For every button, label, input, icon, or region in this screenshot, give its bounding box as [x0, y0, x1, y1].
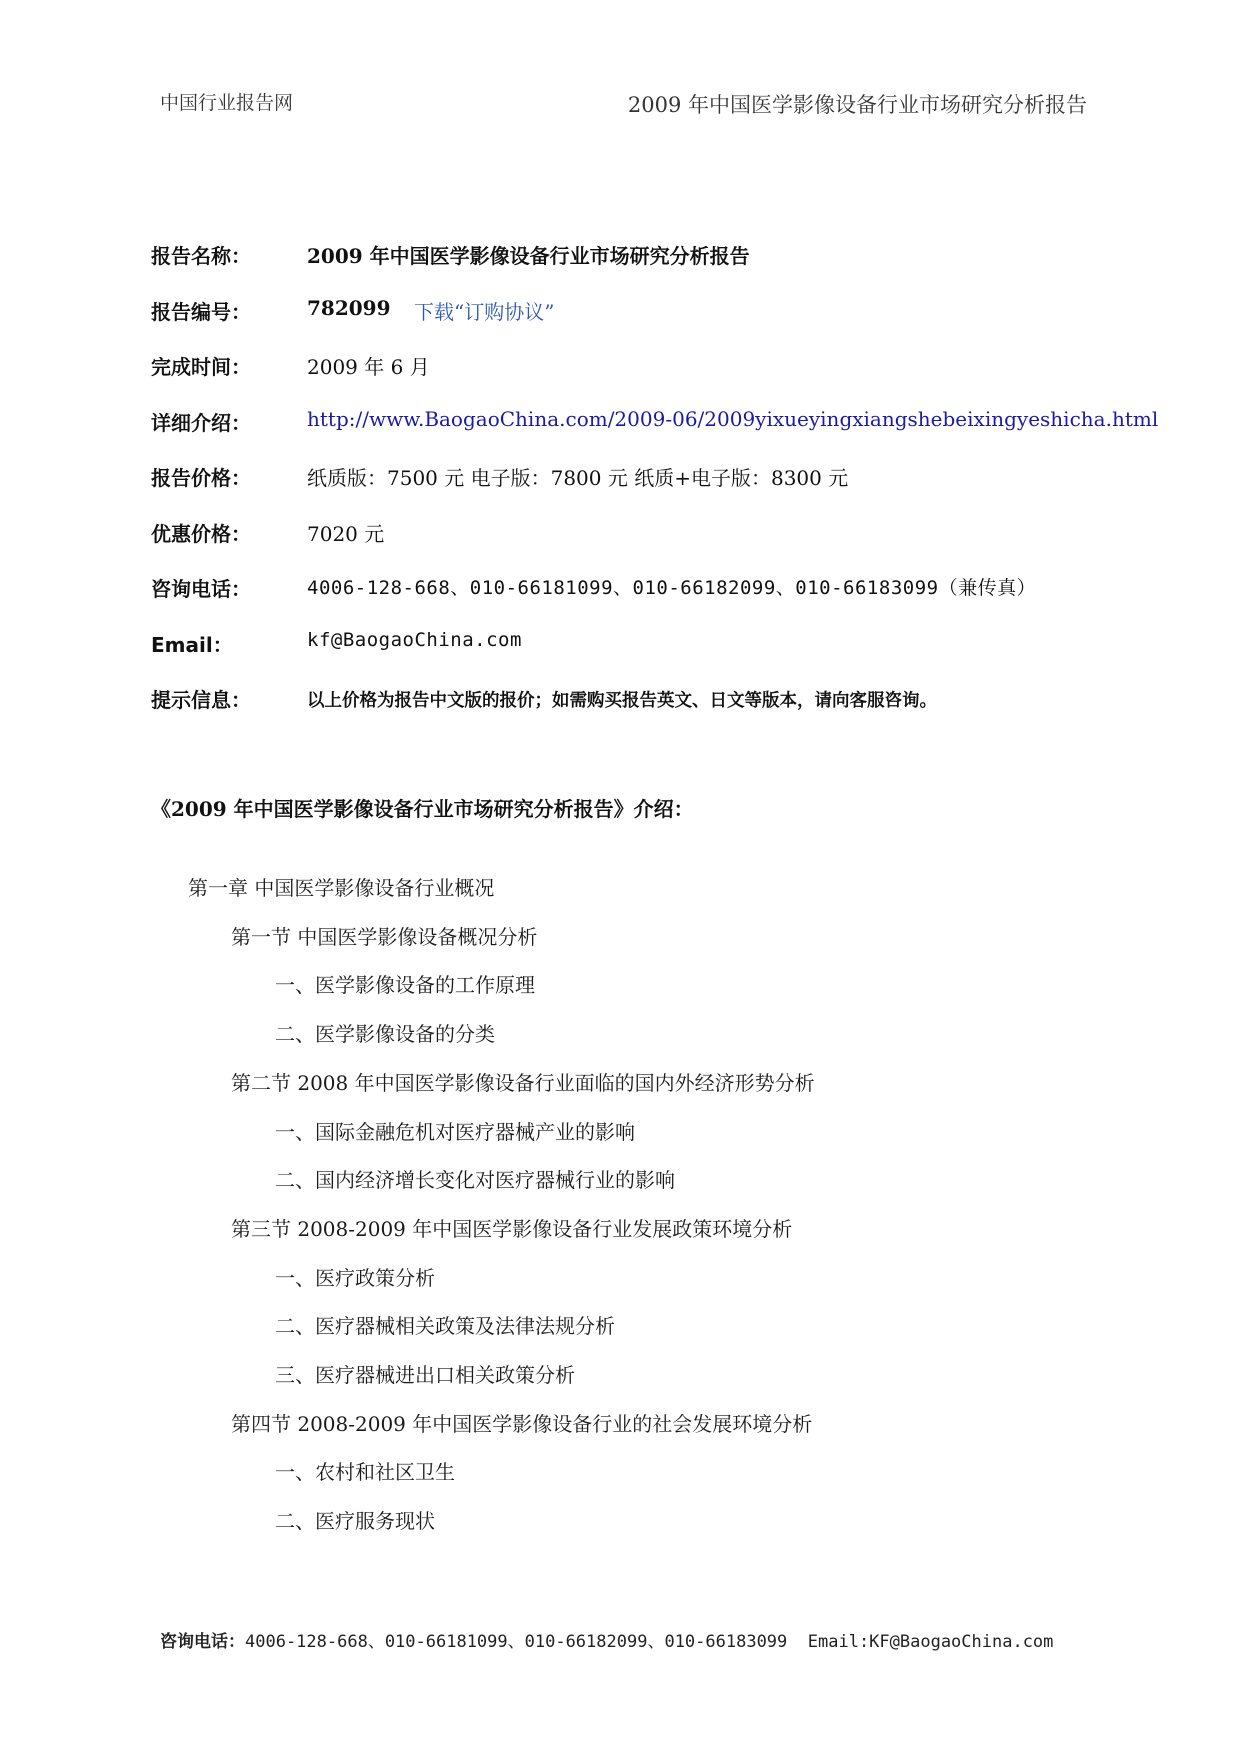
- info-row-name: [151, 240, 1111, 296]
- info-row-detail: [151, 406, 1159, 463]
- email-value: kf@BaogaoChina.com: [307, 628, 522, 651]
- intro-title: 《2009 年中国医学影像设备行业市场研究分析报告》介绍：: [151, 797, 694, 821]
- header-report-title: 2009 年中国医学影像设备行业市场研究分析报告: [627, 93, 1087, 117]
- toc-subsection: 一、国际金融危机对医疗器械产业的影响: [275, 1119, 635, 1144]
- toc-subsection: 二、医学影像设备的分类: [275, 1022, 495, 1047]
- completion-date-value: 2009 年 6 月: [307, 355, 430, 379]
- toc-section: 第一节 中国医学影像设备概况分析: [231, 924, 538, 949]
- email-label: Email：: [151, 632, 233, 657]
- discount-price-value: 7020 元: [307, 521, 385, 546]
- info-row-phone: [151, 573, 1111, 629]
- info-row-email: [151, 629, 1111, 685]
- toc-section: 第二节 2008 年中国医学影像设备行业面临的国内外经济形势分析: [231, 1070, 815, 1095]
- discount-price-label: 优惠价格：: [151, 521, 251, 546]
- toc-subsection: 二、医疗器械相关政策及法律法规分析: [275, 1314, 615, 1339]
- phone-label: 咨询电话：: [151, 577, 251, 601]
- toc-subsection: 一、医学影像设备的工作原理: [275, 973, 535, 998]
- footer-email: Email:KF@BaogaoChina.com: [807, 1632, 1054, 1652]
- note-value: 以上价格为报告中文版的报价；如需购买报告英文、日文等版本，请向客服咨询。: [307, 691, 937, 711]
- report-info-block: [151, 240, 1159, 740]
- info-row-price: [151, 462, 1111, 518]
- download-agreement-link[interactable]: 下载“订购协议”: [414, 299, 555, 324]
- report-code-label: 报告编号：: [151, 299, 251, 324]
- toc-section: 第四节 2008-2009 年中国医学影像设备行业的社会发展环境分析: [231, 1411, 813, 1436]
- price-value: 纸质版：7500 元 电子版：7800 元 纸质+电子版：8300 元: [307, 466, 849, 490]
- price-label: 报告价格：: [151, 466, 251, 490]
- info-row-date: [151, 351, 1111, 407]
- toc-subsection: 二、医疗服务现状: [275, 1509, 435, 1534]
- toc-subsection: 二、国内经济增长变化对医疗器械行业的影响: [275, 1168, 675, 1193]
- phone-value: 4006-128-668、010-66181099、010-66182099、010-66183099（兼传真）: [307, 577, 1037, 599]
- toc-chapter: 第一章 中国医学影像设备行业概况: [188, 876, 495, 900]
- toc-subsection: 一、医疗政策分析: [275, 1265, 435, 1290]
- toc-subsection: 三、医疗器械进出口相关政策分析: [275, 1363, 575, 1387]
- header-site-name: 中国行业报告网: [160, 92, 294, 114]
- info-row-note: [151, 684, 1111, 740]
- info-row-discount: [151, 518, 1111, 574]
- report-name-label: 报告名称：: [151, 244, 251, 268]
- footer-phone-label: 咨询电话：: [160, 1632, 245, 1652]
- report-name-value: 2009 年中国医学影像设备行业市场研究分析报告: [307, 244, 750, 268]
- completion-date-label: 完成时间：: [151, 355, 251, 379]
- info-row-code: [151, 296, 1111, 352]
- footer-phones: 4006-128-668、010-66181099、010-66182099、010-66183099: [245, 1632, 788, 1652]
- footer-contact: [160, 1627, 1053, 1652]
- toc-section: 第三节 2008-2009 年中国医学影像设备行业发展政策环境分析: [231, 1216, 793, 1241]
- report-code-value: 782099: [307, 295, 391, 320]
- detail-url-link[interactable]: http://www.BaogaoChina.com/2009-06/2009yixueyingxiangshebeixingyeshicha.html: [307, 406, 1159, 431]
- note-label: 提示信息：: [151, 688, 251, 712]
- detail-label: 详细介绍：: [151, 410, 251, 435]
- toc-subsection: 一、农村和社区卫生: [275, 1460, 455, 1485]
